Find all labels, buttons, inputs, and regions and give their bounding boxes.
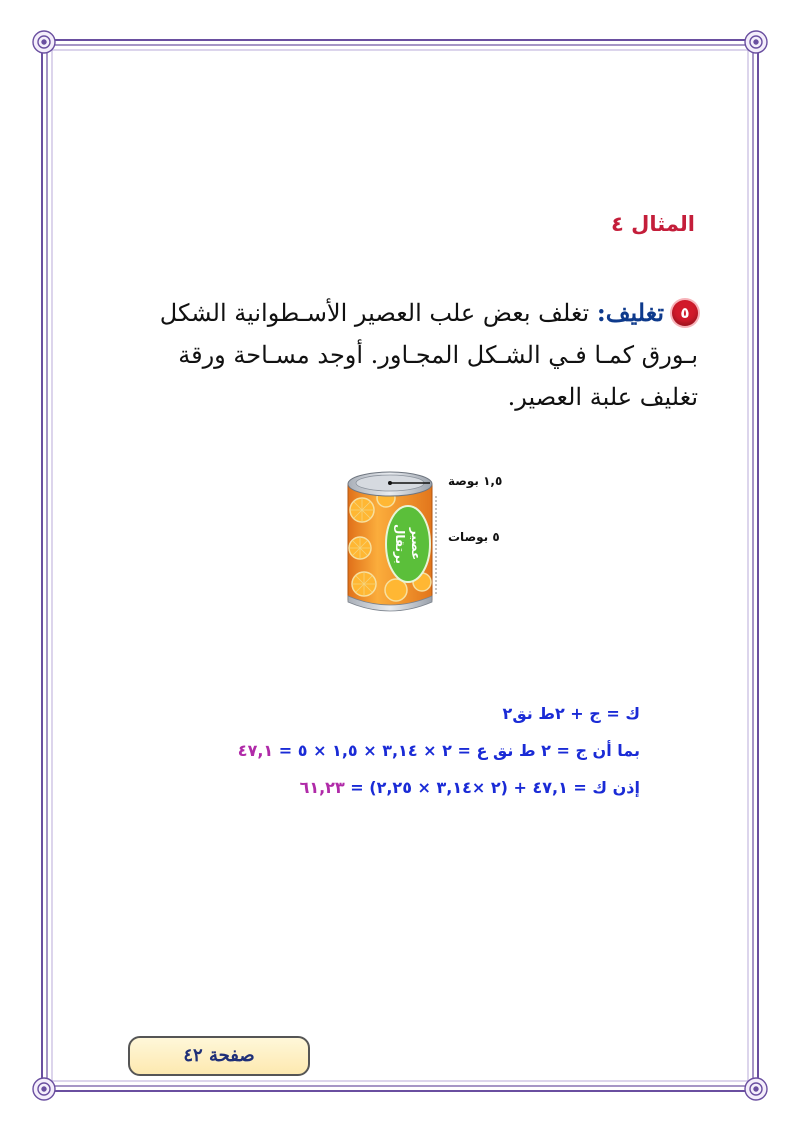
formula-line-2-result: ٤٧,١ (237, 741, 274, 760)
formula-line-3-result: ٦١,٢٣ (299, 778, 345, 797)
problem-text (138, 292, 698, 418)
formula-line-3-main: إذن ك = ٤٧,١ + (٢ ×٣,١٤ × ٢,٢٥) = (350, 778, 640, 797)
formula-line-2-main: بما أن ج = ٢ ط نق ع = ٢ × ٣,١٤ × ١,٥ × ٥ = (278, 741, 640, 760)
problem-number-badge: ٥ (672, 300, 698, 326)
can-text-line1: عصير (409, 527, 423, 561)
example-title: المثال ٤ (611, 212, 695, 236)
formula-line-2 (238, 741, 640, 760)
juice-can-figure (338, 462, 508, 622)
radius-label: ١,٥ بوصة (448, 474, 503, 488)
problem-body: تغلف بعض علب العصير الأسـطوانية الشكل بـورق كمـا فـي الشـكل المجـاور. أوجد مسـاحة ورقة تغليف علبة العصير. (159, 299, 698, 411)
problem-lead: تغليف: (596, 298, 664, 327)
formula-line-3 (300, 778, 640, 797)
formula-line-1: ك = ج + ٢ط نق٢ (502, 704, 640, 723)
page-number-badge: صفحة ٤٢ (128, 1036, 310, 1076)
height-label: ٥ بوصات (448, 530, 500, 544)
can-text-line2: برتقال (393, 523, 407, 565)
